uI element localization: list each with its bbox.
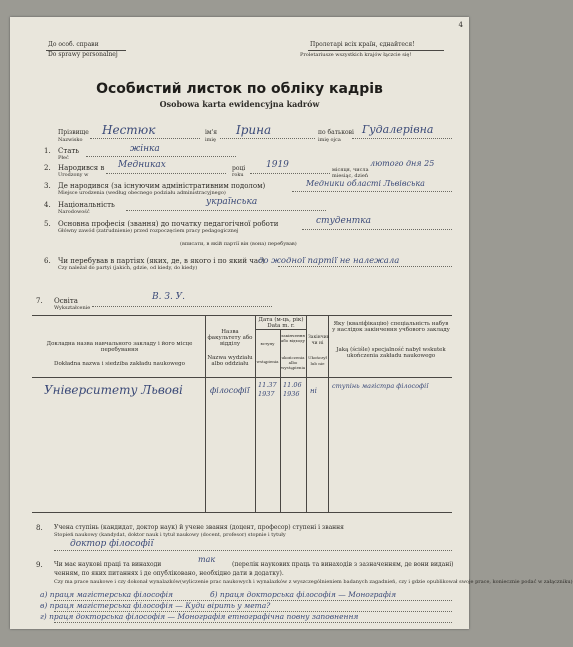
field-2-num: 2. <box>44 164 51 172</box>
field-9-label-pl-rest: (wyliczenie prac naukowych i wynalazków z wyszczególnieniem badanych zagadnień, czy i gdzie opublikował swoje prace, koniecznie podać w załączniku) <box>180 579 573 585</box>
row-faculty: філософії <box>210 386 250 395</box>
field-6-note: (вписати, в якій партії він (вона) перебував) <box>180 241 297 247</box>
field-2-month-label-pl: miesiąc, dzień <box>332 173 369 179</box>
row-date-in: 1937 <box>258 390 275 398</box>
field-1-label: Стать <box>58 147 80 155</box>
page-title: Особистий листок по обліку кадрів <box>96 81 383 97</box>
patronymic-value: Гудалерівна <box>362 123 434 136</box>
field-6-value: до жодної партії не належала <box>258 256 400 266</box>
surname-value: Нестюк <box>102 123 156 137</box>
col-finished-header-pl: Ukończył lub nie <box>308 355 327 366</box>
col-date-in-header-pl: wstąpienia <box>256 359 279 364</box>
field-3-label-pl: Miejsce urodzenia (według obecnego podziału administracyjnego) <box>58 190 226 196</box>
field-5-label-pl: Główny zawód (zatrudnienie) przed rozpoczęciem pracy pedagogicznej <box>58 228 239 234</box>
surname-label: Прізвище <box>58 129 89 136</box>
field-3-value: Медники області Львівська <box>306 179 425 188</box>
col-date-header: Дата (м-ць, рік) <box>258 317 304 323</box>
field-1-num: 1. <box>44 147 51 155</box>
col-faculty-header-pl: Nazwa wydziału albo oddziału <box>207 355 253 367</box>
field-4-num: 4. <box>44 201 51 209</box>
field-9-line-b: б) праця докторська філософія — Монографія <box>210 590 397 599</box>
field-2-label-pl: Urodzony w <box>58 172 89 178</box>
row-month-in: 11.37 <box>258 381 277 389</box>
col-specialty-header: Яку (кваліфікацію) спеціальність набув у наслідок закінчення учбового закладу <box>332 321 450 333</box>
row-specialty: ступінь магістра філософії <box>332 382 429 390</box>
corner-note: 4 <box>458 21 463 29</box>
field-7-value: В. З. У. <box>152 292 186 302</box>
field-9-label-pl: Czy ma prace naukowe i czy dokonał wynalazków <box>54 579 180 585</box>
col-school-header: Докладна назва навчального закладу і його місце перебування <box>46 341 193 353</box>
field-8-label-pl: Stopień naukowy (kandydat, doktor nauk i tytuł naukowy (docent, profesor) stopnie i tytuły <box>54 532 286 538</box>
field-2-label: Народився в <box>58 164 105 172</box>
field-5-num: 5. <box>44 220 51 228</box>
field-9-line-d: г) праця докторська філософія — Монографія етнографічна повну заповнення <box>40 612 359 621</box>
field-9-label: Чи має наукові праці та винаходи <box>54 561 162 568</box>
field-2-year-label-pl: roku <box>232 172 244 178</box>
col-faculty-header: Назва факультету або відділу <box>207 329 253 347</box>
field-2-year-value: 1919 <box>266 160 289 170</box>
top-left-line2: Do sprawy personalnej <box>48 51 118 58</box>
field-7-label-pl: Wykształcenie <box>54 305 91 311</box>
field-3-label: Де народився (за існуючим адміністративним подолом) <box>58 182 266 190</box>
field-2-value: Медниках <box>118 160 166 170</box>
field-1-value: жінка <box>130 144 160 154</box>
given-label: ім'я <box>205 129 218 136</box>
page-subtitle: Osobowa karta ewidencyjna kadrów <box>159 99 320 109</box>
col-date-out-header: закінчення або відходу <box>281 333 305 343</box>
given-label-pl: imię <box>205 137 216 143</box>
field-9-num: 9. <box>36 561 43 569</box>
field-4-value: українська <box>206 197 258 207</box>
col-date-header-pl: Data m. r. <box>267 323 295 329</box>
field-7-num: 7. <box>36 297 43 305</box>
top-left-line1: До особ. справи <box>48 41 99 48</box>
col-school-header-pl: Dokładna nazwa i siedziba zakładu naukowego <box>54 361 185 367</box>
top-right-line2: Proletariusze wszystkich krajów łączcie się! <box>300 52 412 58</box>
field-9-label2: ченням, по яких питаннях і де опубліковано, необхідно дати в додатку). <box>54 570 284 577</box>
col-date-out-header-pl: ukończenia albo wystąpienia <box>281 355 306 370</box>
field-6-label-pl: Czy należał do partyi (jakich, gdzie, od kiedy, do kiedy) <box>58 265 198 271</box>
patronymic-label-pl: imię ojca <box>318 137 341 143</box>
row-date-out: 1936 <box>283 390 300 398</box>
field-3-num: 3. <box>44 182 51 190</box>
field-8-label: Учена ступінь (кандидат, доктор наук) й учене звання (доцент, професор) ступені і звання <box>54 524 344 531</box>
patronymic-label: по батькові <box>318 129 354 136</box>
field-5-label: Основна професія (звання) до початку педагогічної роботи <box>58 220 279 228</box>
field-2-year-label: році <box>232 165 246 172</box>
given-value: Ірина <box>236 123 272 137</box>
field-9-line-c: в) праця магістерська філософія — Куди вірить у мета? <box>40 601 271 610</box>
row-school: Університету Львові <box>44 383 183 397</box>
field-8-value: доктор філософії <box>70 539 154 549</box>
field-9-line-a: а) праця магістерська філософія <box>40 590 174 599</box>
field-2-month-value: лютого дня 25 <box>370 159 435 168</box>
surname-label-pl: Nazwisko <box>58 137 83 143</box>
field-5-value: студентка <box>316 216 372 226</box>
col-date-in-header: вступу <box>260 341 275 346</box>
field-4-label-pl: Narodowość <box>58 209 90 215</box>
field-9-label-rest: (перелік наукових праць та винаходів з зазначенням, де вони видані) <box>232 561 454 568</box>
top-right-line1: Пролетарі всіх країн, єднайтеся! <box>310 41 415 48</box>
field-4-label: Національність <box>58 201 115 209</box>
field-6-num: 6. <box>44 257 51 265</box>
field-8-num: 8. <box>36 524 43 532</box>
col-finished-header: Закінчив чи ні <box>308 335 330 346</box>
field-1-label-pl: Płeć <box>58 155 69 161</box>
field-7-label: Освіта <box>54 297 78 305</box>
row-finished: ні <box>310 387 317 395</box>
personnel-record-sheet <box>10 17 573 629</box>
row-month-out: 11.06 <box>283 381 302 389</box>
col-specialty-header-pl: Jaką (ściśle) specjalność nabył wskutek ukończenia zakładu naukowego <box>336 347 446 359</box>
field-2-month-label: місяця, числа <box>332 167 369 173</box>
field-9-inline-value: так <box>198 555 216 564</box>
field-6-label: Чи перебував в партіях (яких, де, в якого і по який час) <box>58 257 265 265</box>
